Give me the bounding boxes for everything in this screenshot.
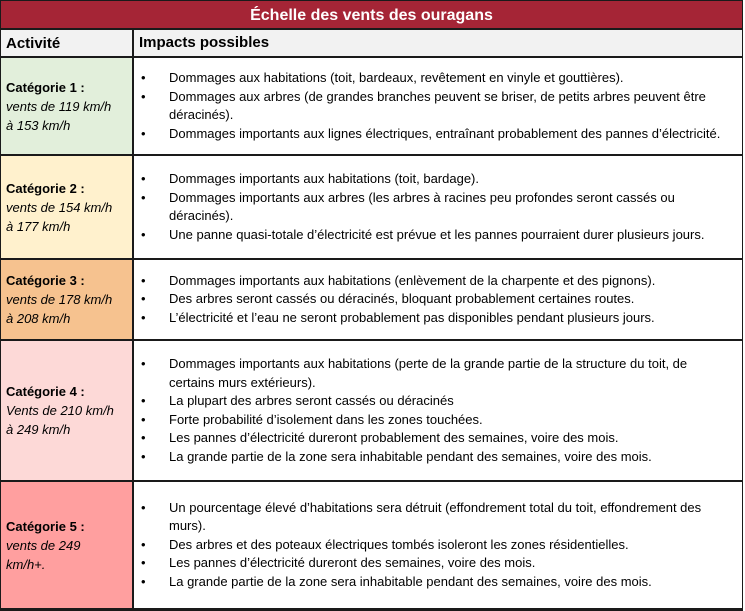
impacts-cell: [134, 341, 742, 480]
bullet-icon: •: [141, 125, 146, 141]
list-item: [139, 170, 736, 189]
list-item: [139, 189, 736, 226]
header-row: [1, 30, 742, 58]
category-name: Catégorie 2 :: [6, 180, 85, 196]
impacts-list: [139, 170, 736, 244]
bullet-icon: •: [141, 70, 146, 85]
list-item: [139, 290, 736, 309]
list-item: [139, 499, 736, 536]
impact-text: Un pourcentage élevé d’habitations sera détruit (effondrement total du toit, effondrement des murs).: [169, 499, 702, 534]
bullet-icon: •: [141, 536, 146, 552]
table-row-category-1: [1, 58, 742, 156]
impact-text: L’électricité et l’eau ne seront probablement pas disponibles pendant plusieurs jours.: [169, 309, 655, 325]
impact-text: Dommages importants aux habitations (enlèvement de la charpente et des pignons).: [169, 272, 656, 288]
category-range: vents de 119 km/h: [6, 98, 112, 114]
bullet-icon: •: [141, 393, 146, 408]
impact-text: Forte probabilité d’isolement dans les zones touchées.: [169, 411, 483, 427]
impact-text: Dommages aux arbres (de grandes branches peuvent se briser, de petits arbres peuvent être déracinés).: [169, 88, 706, 122]
list-item: [139, 429, 736, 448]
table-title: Échelle des vents des ouragans: [1, 1, 742, 30]
table-row-category-5: [1, 482, 742, 610]
list-item: [139, 309, 736, 328]
impacts-list: [139, 499, 736, 592]
impact-text: Dommages importants aux arbres (les arbres à racines peu profondes seront cassés ou déracinés).: [169, 189, 675, 223]
impact-text: La grande partie de la zone sera inhabitable pendant des semaines, voire des mois.: [169, 573, 652, 589]
category-cell: [1, 260, 134, 339]
impacts-list: [139, 272, 736, 328]
bullet-icon: •: [141, 573, 146, 589]
impact-text: Des arbres et des poteaux électriques tombés isoleront les zones résidentielles.: [169, 536, 629, 552]
list-item: [139, 88, 736, 125]
list-item: [139, 536, 736, 555]
list-item: [139, 226, 736, 245]
header-activity: Activité: [1, 30, 134, 56]
list-item: [139, 272, 736, 291]
impact-text: Les pannes d’électricité dureront probablement des semaines, voire des mois.: [169, 430, 619, 445]
impact-text: La plupart des arbres seront cassés ou déracinés: [169, 393, 454, 408]
bullet-icon: •: [141, 309, 146, 325]
category-name: Catégorie 5 :: [6, 518, 85, 534]
category-name: Catégorie 4 :: [6, 384, 85, 399]
impact-text: Dommages aux habitations (toit, bardeaux, revêtement en vinyle et gouttières).: [169, 70, 624, 85]
impacts-cell: [134, 482, 742, 608]
bullet-icon: •: [141, 430, 146, 445]
impacts-list: [139, 69, 736, 143]
category-name: Catégorie 1 :: [6, 79, 85, 95]
category-range: à 177 km/h: [6, 218, 71, 234]
category-name: Catégorie 3 :: [6, 273, 85, 288]
list-item: [139, 392, 736, 411]
list-item: [139, 69, 736, 88]
impacts-cell: [134, 156, 742, 258]
impact-text: Une panne quasi-totale d’électricité est prévue et les pannes pourraient durer plusieurs jours.: [169, 226, 705, 242]
bullet-icon: •: [141, 555, 146, 571]
list-item: [139, 554, 736, 573]
bullet-icon: •: [141, 189, 146, 205]
category-range: Vents de 210 km/h: [6, 403, 114, 418]
impacts-list: [139, 355, 736, 466]
impact-text: Dommages importants aux habitations (perte de la grande partie de la structure du toit, de certains murs extérieurs).: [169, 356, 688, 390]
category-range: à 153 km/h: [6, 117, 71, 133]
impact-text: La grande partie de la zone sera inhabitable pendant des semaines, voire des mois.: [169, 448, 652, 464]
impact-text: Les pannes d’électricité dureront des semaines, voire des mois.: [169, 555, 536, 571]
bullet-icon: •: [141, 411, 146, 427]
category-range: à 249 km/h: [6, 422, 71, 437]
category-cell: [1, 156, 134, 258]
bullet-icon: •: [141, 272, 146, 288]
category-cell: [1, 482, 134, 608]
category-cell: [1, 58, 134, 154]
list-item: [139, 411, 736, 430]
bullet-icon: •: [141, 88, 146, 104]
category-range: à 208 km/h: [6, 311, 71, 326]
impact-text: Dommages importants aux lignes électriques, entraînant probablement des pannes d’électricité.: [169, 125, 721, 141]
bullet-icon: •: [141, 291, 146, 307]
table-row-category-3: [1, 260, 742, 341]
bullet-icon: •: [141, 226, 146, 242]
bullet-icon: •: [141, 171, 146, 186]
bullet-icon: •: [141, 356, 146, 371]
category-cell: [1, 341, 134, 480]
category-range: vents de 249: [6, 537, 81, 553]
list-item: [139, 573, 736, 592]
list-item: [139, 448, 736, 467]
list-item: [139, 355, 736, 392]
impacts-cell: [134, 58, 742, 154]
bullet-icon: •: [141, 499, 146, 515]
impact-text: Dommages importants aux habitations (toit, bardage).: [169, 171, 479, 186]
list-item: [139, 125, 736, 144]
impacts-cell: [134, 260, 742, 339]
bullet-icon: •: [141, 448, 146, 464]
category-range: vents de 154 km/h: [6, 199, 113, 215]
category-range: km/h+.: [6, 556, 46, 572]
header-impacts: Impacts possibles: [139, 33, 270, 51]
impact-text: Des arbres seront cassés ou déracinés, bloquant probablement certaines routes.: [169, 291, 635, 307]
table-row-category-4: [1, 341, 742, 482]
table-row-category-2: [1, 156, 742, 260]
category-range: vents de 178 km/h: [6, 292, 113, 307]
